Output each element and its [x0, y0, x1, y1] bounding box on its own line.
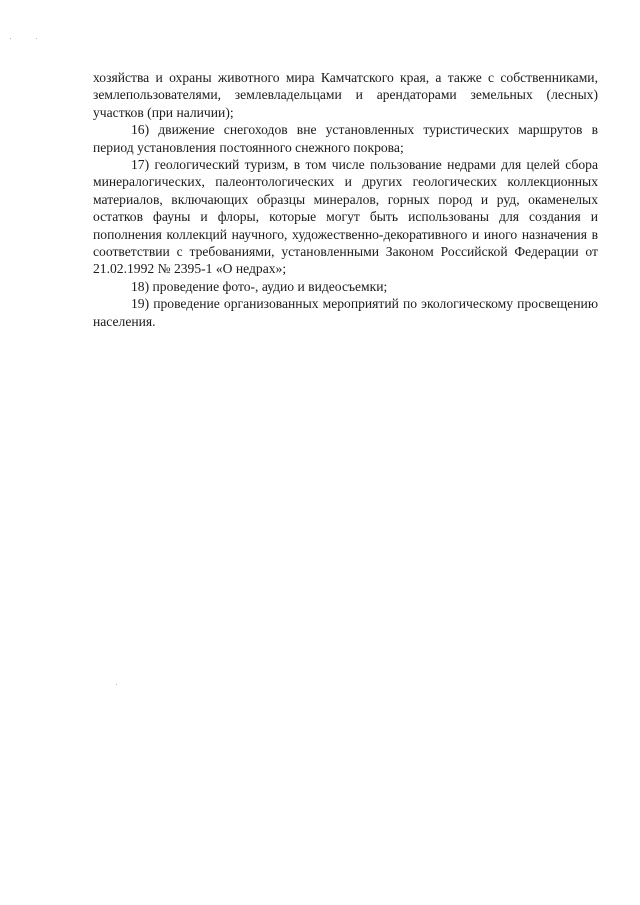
- scan-speck: [10, 38, 11, 39]
- list-item-17: 17) геологический туризм, в том числе пользование недрами для целей сбора минералогических, палеонтологических и других геологических коллекционных материалов, включающих образцы минералов, горных пород и руд, окаменелых остатков фауны и флоры, которые могут быть использованы для создания и пополнения коллекций научного, художественно-декоративного и иного назначения в соответствии с требованиями, установленными Законом Российской Федерации от 21.02.1992 № 2395-1 «О недрах»;: [93, 157, 598, 277]
- paragraph-continuation: хозяйства и охраны животного мира Камчатского края, а также с собственниками, землепользователями, землевладельцами и арендаторами земельных (лесных) участков (при наличии);: [93, 70, 598, 120]
- list-item-19: 19) проведение организованных мероприятий по экологическому просвещению населения.: [93, 296, 598, 329]
- document-body: [93, 69, 598, 330]
- scan-speck: [36, 38, 37, 39]
- list-item-18: 18) проведение фото-, аудио и видеосъемки;: [131, 278, 388, 294]
- list-item-16: 16) движение снегоходов вне установленных туристических маршрутов в период установления постоянного снежного покрова;: [93, 122, 598, 155]
- scan-speck: [116, 684, 117, 685]
